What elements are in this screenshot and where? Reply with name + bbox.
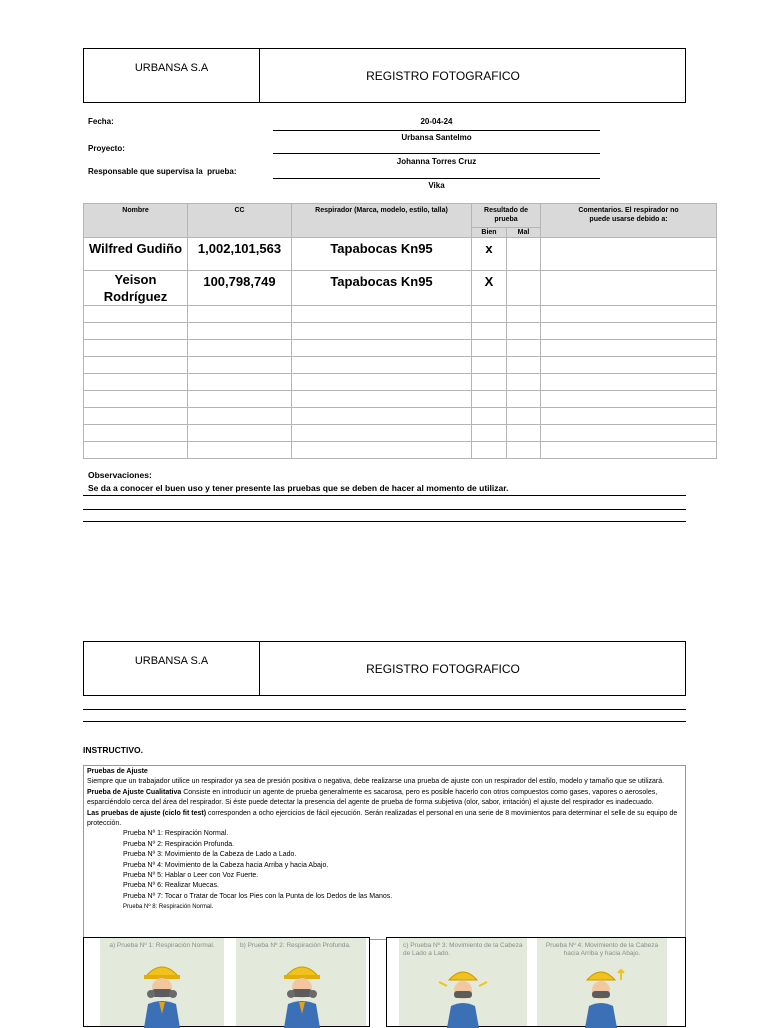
- observaciones-label: Observaciones:: [88, 470, 152, 480]
- list-item: Prueba Nº 1: Respiración Normal.: [123, 830, 229, 838]
- col-respirador: Respirador (Marca, modelo, estilo, talla): [292, 204, 472, 238]
- illustration-card: [399, 938, 527, 1026]
- card-caption: b) Prueba Nº 2: Respiración Profunda.: [240, 942, 351, 949]
- illustration-panel-left: [83, 937, 370, 1027]
- list-item: Prueba Nº 5: Hablar o Leer con Voz Fuerte.: [123, 872, 259, 880]
- col-comentarios: Comentarios. El respirador no puede usarse debido a:: [541, 204, 717, 238]
- worker-respirator-icon: [433, 966, 493, 1028]
- cell-nombre: Wilfred Gudiño: [84, 238, 188, 271]
- observaciones-text: Se da a conocer el buen uso y tener presente las pruebas que se deben de hacer al momento de utilizar.: [88, 483, 509, 493]
- illustration-card: [537, 938, 667, 1026]
- extra-value: Vika: [428, 181, 445, 190]
- proyecto-value: Urbansa Santelmo: [401, 133, 472, 142]
- col-nombre: Nombre: [84, 204, 188, 238]
- table-row: [84, 374, 717, 391]
- responsable-value: Johanna Torres Cruz: [396, 157, 477, 166]
- responsable-label: Responsable que supervisa la prueba:: [88, 167, 237, 176]
- company-name: URBANSA S.A: [84, 49, 260, 102]
- col-cc: CC: [188, 204, 292, 238]
- card-caption: a) Prueba Nº 1: Respiración Normal.: [109, 942, 215, 949]
- instructivo-p1: Siempre que un trabajador utilice un respirador ya sea de presión positiva o negativa, debe realizarse una prueba de ajuste con un respirador del estilo, modelo y tamaño que se utilizará.: [87, 778, 665, 786]
- cell-bien: X: [472, 271, 507, 306]
- col-resultado: Resultado de prueba: [472, 204, 541, 228]
- table-row: [84, 391, 717, 408]
- observaciones-line: [83, 521, 686, 522]
- table-row: [84, 408, 717, 425]
- cell-mal: [507, 238, 541, 271]
- instructivo-heading: Pruebas de Ajuste: [87, 768, 148, 775]
- header-box-2: [83, 641, 686, 696]
- cell-mal: [507, 271, 541, 306]
- list-item: Prueba Nº 8: Respiración Normal.: [123, 904, 214, 911]
- card-caption: Prueba Nº 4: Movimiento de la Cabeza hacia Arriba y hacia Abajo.: [545, 942, 659, 957]
- table-row: [84, 340, 717, 357]
- cell-comentarios: [541, 271, 717, 306]
- list-item: Prueba Nº 2: Respiración Profunda.: [123, 840, 235, 848]
- illustration-card: [100, 938, 224, 1026]
- document-title: REGISTRO FOTOGRAFICO: [366, 68, 520, 83]
- document-title: REGISTRO FOTOGRAFICO: [366, 661, 520, 676]
- fecha-label: Fecha:: [88, 117, 114, 126]
- cell-bien: x: [472, 238, 507, 271]
- col-mal: Mal: [507, 228, 541, 238]
- instructivo-p2: Prueba de Ajuste Cualitativa Consiste en introducir un agente de prueba generalmente es sacarosa, pero es posible hacerlo con otros compuestos como gases, vapores o aerosoles, esparciéndolo cerca del área del respirador. Si éste puede detectar la presencia del agente de prueba de forma subjetiva (olor, sabor, irritación) el ajuste del respirador es inadecuado.: [87, 788, 658, 807]
- separator-line: [83, 721, 686, 722]
- list-item: Prueba Nº 7: Tocar o Tratar de Tocar los Pies con la Punta de los Dedos de las Manos.: [123, 892, 393, 900]
- list-item: Prueba Nº 4: Movimiento de la Cabeza hacia Arriba y hacia Abajo.: [123, 861, 329, 869]
- col-bien: Bien: [472, 228, 507, 238]
- worker-respirator-icon: [272, 958, 332, 1028]
- worker-respirator-icon: [571, 966, 631, 1028]
- header-box: [83, 48, 686, 103]
- instructivo-box: [83, 765, 686, 940]
- proyecto-line: [273, 153, 600, 154]
- card-caption: c) Prueba Nº 3: Movimiento de la Cabeza de Lado a Lado.: [403, 942, 523, 957]
- illustration-card: [236, 938, 366, 1026]
- table-row: [84, 238, 717, 271]
- register-table: [83, 203, 717, 459]
- responsable-line: [273, 178, 600, 179]
- observaciones-line: [83, 495, 686, 496]
- cell-comentarios: [541, 238, 717, 271]
- separator-line: [83, 709, 686, 710]
- table-row: [84, 306, 717, 323]
- table-row: [84, 323, 717, 340]
- illustration-panel-right: [386, 937, 686, 1027]
- list-item: Prueba Nº 3: Movimiento de la Cabeza de Lado a Lado.: [123, 851, 297, 859]
- observaciones-line: [83, 509, 686, 510]
- instructivo-p3: Las pruebas de ajuste (ciclo fit test) corresponden a ocho ejercicios de fácil ejecución. Serán realizadas el personal en una serie de 8 movimientos para determinar el selle de su equipo de protección.: [87, 809, 678, 828]
- table-row: [84, 425, 717, 442]
- cell-respirador: Tapabocas Kn95: [292, 271, 472, 306]
- company-name: URBANSA S.A: [84, 642, 260, 695]
- table-row: [84, 357, 717, 374]
- cell-nombre: Yeison Rodríguez: [84, 271, 188, 306]
- instructivo-title: INSTRUCTIVO.: [83, 745, 143, 755]
- worker-respirator-icon: [132, 958, 192, 1028]
- table-row: [84, 442, 717, 459]
- fecha-line: [273, 130, 600, 131]
- proyecto-label: Proyecto:: [88, 144, 125, 153]
- cell-cc: 100,798,749: [188, 271, 292, 306]
- cell-cc: 1,002,101,563: [188, 238, 292, 271]
- fecha-value: 20-04-24: [420, 117, 453, 126]
- table-row: [84, 271, 717, 306]
- list-item: Prueba Nº 6: Realizar Muecas.: [123, 882, 219, 890]
- cell-respirador: Tapabocas Kn95: [292, 238, 472, 271]
